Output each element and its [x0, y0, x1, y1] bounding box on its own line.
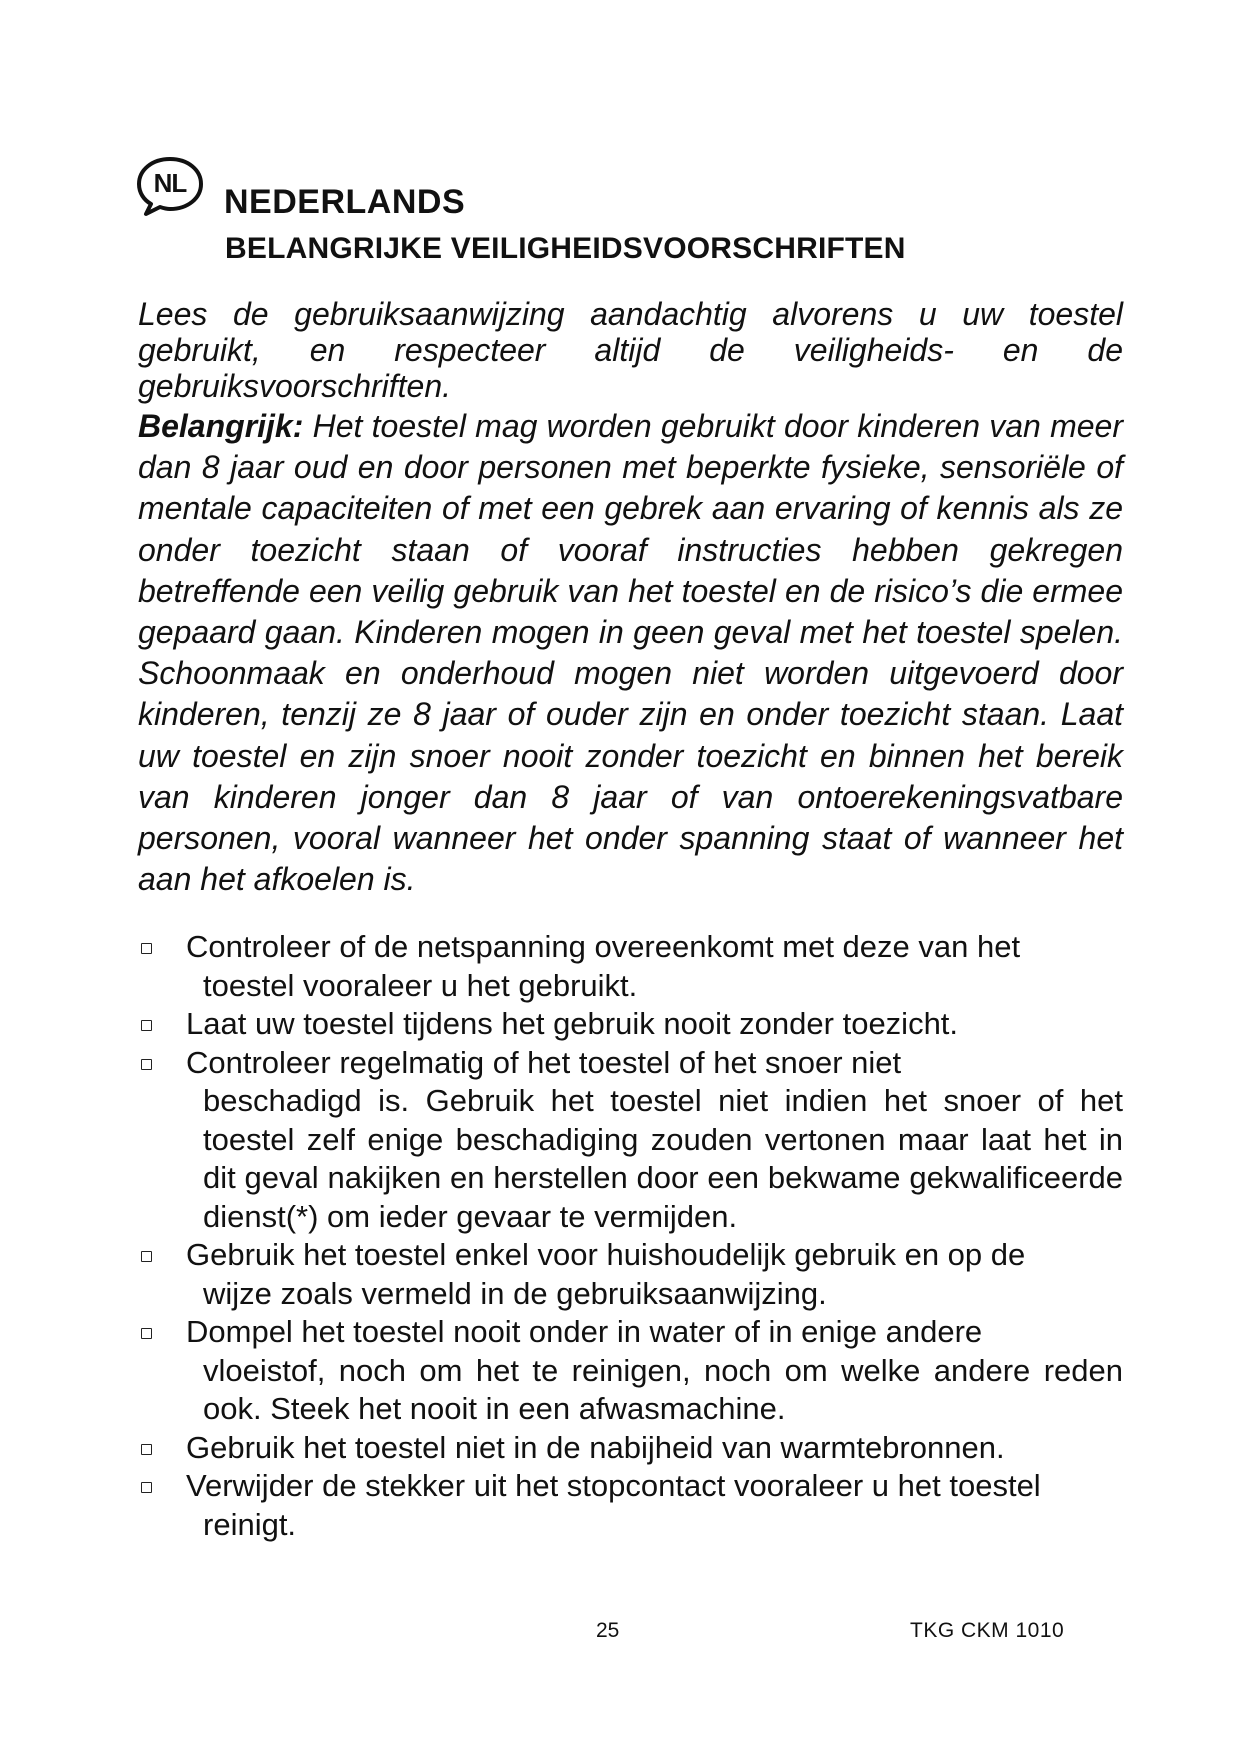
- list-item-text: Gebruik het toestel enkel voor huishoudelijk gebruik en op de: [186, 1237, 1026, 1272]
- list-item: [138, 1429, 1123, 1468]
- language-badge-icon: [135, 155, 205, 217]
- checkbox-bullet-icon: [141, 1328, 152, 1339]
- warning-label: Belangrijk:: [138, 408, 304, 444]
- language-badge-label: NL: [153, 168, 187, 198]
- checkbox-bullet-icon: [141, 1059, 152, 1070]
- list-item-text: Controleer of de netspanning overeenkomt met deze van het: [186, 929, 1021, 964]
- checkbox-bullet-icon: [141, 1482, 152, 1493]
- list-item-text: Gebruik het toestel niet in de nabijheid van warmtebronnen.: [186, 1429, 1005, 1465]
- checkbox-bullet-icon: [141, 1020, 152, 1031]
- section-title: BELANGRIJKE VEILIGHEIDSVOORSCHRIFTEN: [225, 232, 906, 265]
- warning-paragraph: [138, 406, 1123, 900]
- list-item-continuation: vloeistof, noch om het te reinigen, noch om welke andere reden ook. Steek het nooit in een afwasmachine.: [203, 1352, 1123, 1426]
- list-item-text: Verwijder de stekker uit het stopcontact vooraleer u het toestel: [186, 1468, 1041, 1503]
- page-number: 25: [596, 1619, 620, 1642]
- checkbox-bullet-icon: [141, 1251, 152, 1262]
- list-item: [138, 1467, 1123, 1544]
- list-item-text: Controleer regelmatig of het toestel of het snoer niet: [186, 1044, 902, 1080]
- intro-paragraph: Lees de gebruiksaanwijzing aandachtig alvorens u uw toestel gebruikt, en respecteer altijd de veiligheids- en de gebruiksvoorschriften.: [138, 296, 1123, 404]
- list-item-continuation: toestel vooraleer u het gebruikt.: [203, 967, 638, 1003]
- list-item-continuation: wijze zoals vermeld in de gebruiksaanwijzing.: [203, 1275, 827, 1311]
- list-item: [138, 1005, 1123, 1044]
- warning-text: Het toestel mag worden gebruikt door kinderen van meer dan 8 jaar oud en door personen met beperkte fysieke, sensoriële of mentale capaciteiten of met een gebrek aan ervaring of kennis als ze onder toezicht staan of vooraf instructies hebben gekregen betreffende een veilig gebruik van het toestel en de risico’s die ermee gepaard gaan. Kinderen mogen in geen geval met het toestel spelen. Schoonmaak en onderhoud mogen niet worden uitgevoerd door kinderen, tenzij ze 8 jaar of ouder zijn en onder toezicht staan. Laat uw toestel en zijn snoer nooit zonder toezicht en binnen het bereik van kinderen jonger dan 8 jaar of van ontoerekeningsvatbare personen, vooral wanneer het onder spanning staat of wanneer het aan het afkoelen is.: [138, 408, 1123, 898]
- list-item-continuation: beschadigd is. Gebruik het toestel niet indien het snoer of het toestel zelf enige beschadiging zouden vertonen maar laat het in dit geval nakijken en herstellen door een bekwame gekwalificeerde dienst(*) om ieder gevaar te vermijden.: [203, 1083, 1123, 1234]
- list-item: [138, 1313, 1123, 1429]
- checkbox-bullet-icon: [141, 943, 152, 954]
- list-item: [138, 1236, 1123, 1313]
- language-heading: NEDERLANDS: [224, 183, 466, 221]
- list-item: [138, 928, 1123, 1005]
- list-item-continuation: reinigt.: [203, 1506, 297, 1542]
- list-item: [138, 1044, 1123, 1237]
- model-number: TKG CKM 1010: [910, 1619, 1065, 1642]
- list-item-text: Laat uw toestel tijdens het gebruik nooit zonder toezicht.: [186, 1006, 959, 1041]
- safety-list: [138, 928, 1123, 1544]
- list-item-text: Dompel het toestel nooit onder in water of in enige andere: [186, 1314, 983, 1349]
- checkbox-bullet-icon: [141, 1444, 152, 1455]
